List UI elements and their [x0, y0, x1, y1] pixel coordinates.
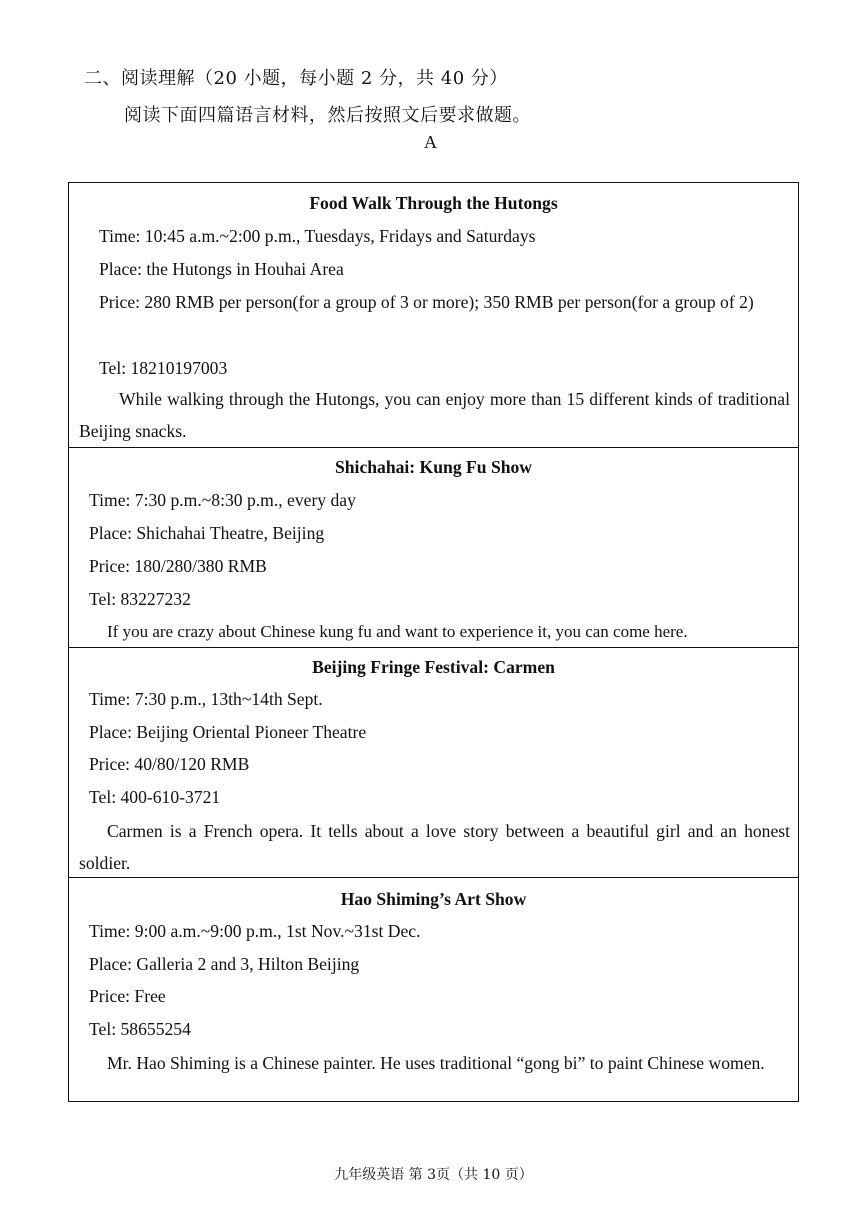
- ad-title: Hao Shiming’s Art Show: [340, 889, 527, 909]
- ad-tel: Tel: 18210197003: [99, 358, 228, 378]
- ad-description: Mr. Hao Shiming is a Chinese painter. He uses traditional “gong bi” to paint Chinese women.: [107, 1053, 765, 1073]
- ad-food-walk: [69, 183, 798, 447]
- ad-fringe-festival: [69, 647, 798, 877]
- ad-title: Beijing Fringe Festival: Carmen: [312, 657, 555, 677]
- ad-tel: Tel: 400-610-3721: [89, 787, 221, 807]
- ad-kung-fu-show: [69, 447, 798, 647]
- part-label: A: [424, 132, 437, 152]
- ad-time: Time: 10:45 a.m.~2:00 p.m., Tuesdays, Fridays and Saturdays: [99, 226, 536, 246]
- ad-tel: Tel: 58655254: [89, 1019, 191, 1039]
- ad-price: Price: 180/280/380 RMB: [89, 556, 267, 576]
- ad-time: Time: 7:30 p.m.~8:30 p.m., every day: [89, 490, 356, 510]
- ad-title: Food Walk Through the Hutongs: [309, 193, 558, 213]
- ad-title: Shichahai: Kung Fu Show: [334, 457, 533, 477]
- instruction-text: 阅读下面四篇语言材料，然后按照文后要求做题。: [124, 105, 531, 126]
- ad-price: Price: 280 RMB per person(for a group of 3 or more); 350 RMB per person(for a group of 2): [99, 292, 754, 312]
- ad-place: Place: Shichahai Theatre, Beijing: [89, 523, 325, 543]
- ad-place: Place: the Hutongs in Houhai Area: [99, 259, 344, 279]
- ad-price: Price: 40/80/120 RMB: [89, 754, 250, 774]
- ad-description: If you are crazy about Chinese kung fu and want to experience it, you can come here.: [107, 622, 688, 641]
- page-footer: 九年级英语 第 3页（共 10 页）: [334, 1167, 533, 1183]
- ad-price: Price: Free: [89, 986, 166, 1006]
- ad-art-show: [69, 877, 798, 1100]
- ad-time: Time: 9:00 a.m.~9:00 p.m., 1st Nov.~31st Dec.: [89, 921, 421, 941]
- ad-description: While walking through the Hutongs, you can enjoy more than 15 different kinds of traditional Beijing snacks.: [79, 389, 790, 441]
- ad-tel: Tel: 83227232: [89, 589, 191, 609]
- ad-description: Carmen is a French opera. It tells about a love story between a beautiful girl and an honest soldier.: [79, 821, 790, 873]
- advertisement-box: [68, 182, 799, 1102]
- ad-place: Place: Galleria 2 and 3, Hilton Beijing: [89, 954, 360, 974]
- section-title: 二、阅读理解（20 小题，每小题 2 分，共 40 分）: [84, 68, 508, 89]
- ad-place: Place: Beijing Oriental Pioneer Theatre: [89, 722, 367, 742]
- ad-time: Time: 7:30 p.m., 13th~14th Sept.: [89, 689, 323, 709]
